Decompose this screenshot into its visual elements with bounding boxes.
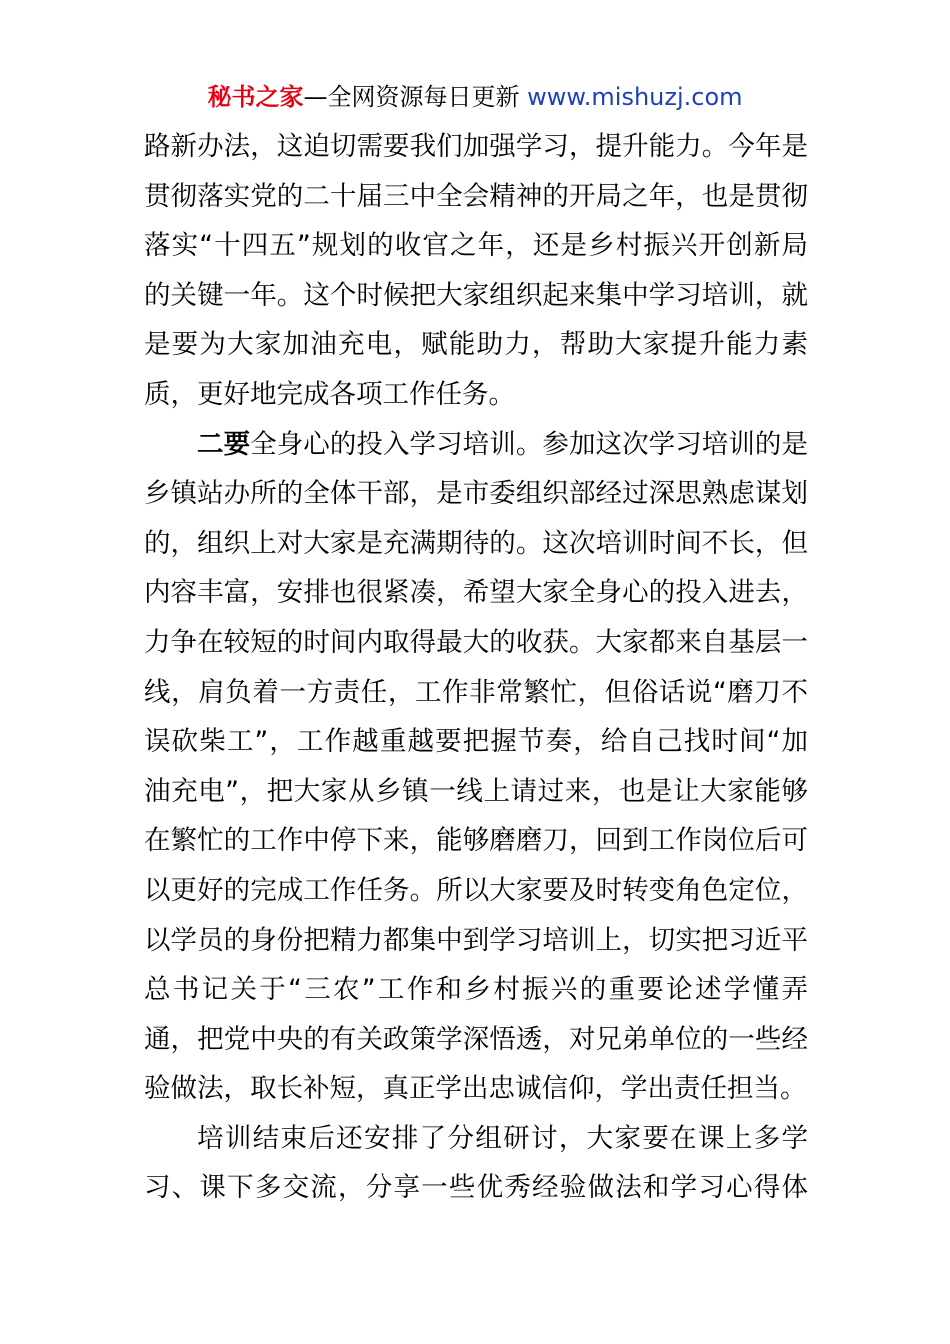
text-line: 油充电”，把大家从乡镇一线上请过来，也是让大家能够 xyxy=(144,775,808,807)
text-line: 质，更好地完成各项工作任务。 xyxy=(144,378,515,410)
paragraph-3 xyxy=(144,1114,808,1213)
text-line: 线，肩负着一方责任，工作非常繁忙，但俗话说“磨刀不 xyxy=(144,676,808,708)
text-line: 是要为大家加油充电，赋能助力，帮助大家提升能力素 xyxy=(144,329,808,361)
text-line: 通，把党中央的有关政策学深悟透，对兄弟单位的一些经 xyxy=(144,1023,808,1055)
header-tagline: —全网资源每日更新 xyxy=(303,83,528,111)
text-line: 以更好的完成工作任务。所以大家要及时转变角色定位， xyxy=(144,874,808,906)
text-line: 误砍柴工”，工作越重越要把握节奏，给自己找时间“加 xyxy=(144,726,808,758)
text-line: 在繁忙的工作中停下来，能够磨磨刀，回到工作岗位后可 xyxy=(144,825,808,857)
paragraph-lead: 二要 xyxy=(197,428,251,460)
brand-name: 秘书之家 xyxy=(207,83,304,111)
paragraph-2 xyxy=(144,420,808,1114)
text-line: 内容丰富，安排也很紧凑，希望大家全身心的投入进去， xyxy=(144,577,808,609)
text-line: 贯彻落实党的二十届三中全会精神的开局之年，也是贯彻 xyxy=(144,180,808,212)
text-line xyxy=(144,420,808,470)
page-header xyxy=(0,80,950,114)
text-line: 的关键一年。这个时候把大家组织起来集中学习培训，就 xyxy=(144,279,808,311)
text-line: 培训结束后还安排了分组研讨，大家要在课上多学 xyxy=(197,1122,808,1154)
text-line: 力争在较短的时间内取得最大的收获。大家都来自基层一 xyxy=(144,626,808,658)
text-line: 验做法，取长补短，真正学出忠诚信仰，学出责任担当。 xyxy=(144,1073,807,1105)
text-line: 总书记关于“三农”工作和乡村振兴的重要论述学懂弄 xyxy=(144,974,808,1006)
text-line: 的，组织上对大家是充满期待的。这次培训时间不长，但 xyxy=(144,527,808,559)
text-line: 以学员的身份把精力都集中到学习培训上，切实把习近平 xyxy=(144,924,808,956)
paragraph-1 xyxy=(144,122,808,420)
text-line: 路新办法，这迫切需要我们加强学习，提升能力。今年是 xyxy=(144,131,808,162)
site-url: www.mishuzj.com xyxy=(527,83,743,111)
text-line: 落实“十四五”规划的收官之年，还是乡村振兴开创新局 xyxy=(144,230,808,262)
text-line: 乡镇站办所的全体干部，是市委组织部经过深思熟虑谋划 xyxy=(144,478,808,510)
document-body xyxy=(144,122,808,1213)
text-line: 习、课下多交流，分享一些优秀经验做法和学习心得体 xyxy=(144,1172,808,1204)
text-line-rest: 全身心的投入学习培训。参加这次学习培训的是 xyxy=(250,428,809,460)
